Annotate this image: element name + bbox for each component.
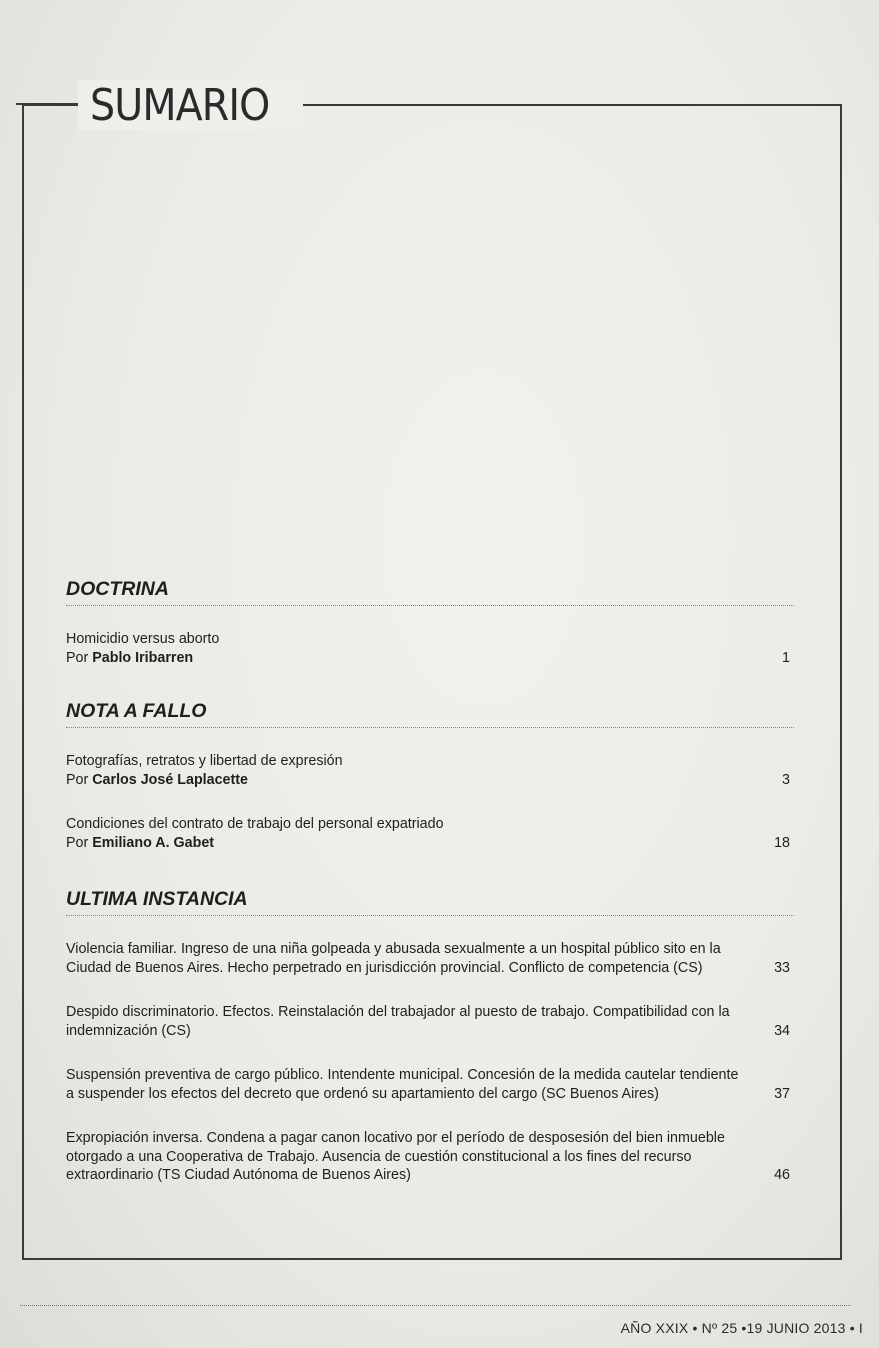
section-heading-doctrina: DOCTRINA xyxy=(66,578,794,606)
entry-byline xyxy=(66,834,744,853)
entry-title: Suspensión preventiva de cargo público. Intendente municipal. Concesión de la medida cautelar tendiente a suspender los efectos del decreto que ordenó su apartamiento del cargo (SC Buenos Aires) xyxy=(66,1067,739,1102)
toc-entry[interactable] xyxy=(66,815,794,852)
entry-byline xyxy=(66,771,744,790)
entry-title: Despido discriminatorio. Efectos. Reinstalación del trabajador al puesto de trabajo. Compatibilidad con la indemnización (CS) xyxy=(66,1004,730,1039)
byline-prefix: Por xyxy=(66,771,93,788)
toc-entry[interactable] xyxy=(66,940,794,977)
section-doctrina xyxy=(66,578,794,667)
toc-entry[interactable] xyxy=(66,1066,794,1103)
entry-title: Fotografías, retratos y libertad de expresión xyxy=(66,753,343,769)
entry-page-number: 34 xyxy=(774,1022,790,1039)
entry-title: Expropiación inversa. Condena a pagar canon locativo por el período de desposesión del bien inmueble otorgado a una Cooperativa de Trabajo. Ausencia de cuestión constitucional a los fines del recurso extraordinario (TS Ciudad Autónoma de Buenos Aires) xyxy=(66,1130,725,1183)
issue-footer: AÑO XXIX • Nº 25 •19 JUNIO 2013 • I xyxy=(620,1320,863,1336)
entry-author: Carlos José Laplacette xyxy=(92,771,248,788)
section-heading-nota-a-fallo: NOTA A FALLO xyxy=(66,700,794,728)
entry-author: Pablo Iribarren xyxy=(92,649,194,666)
section-nota-a-fallo xyxy=(66,700,794,852)
entry-page-number: 33 xyxy=(774,959,790,976)
entry-title: Violencia familiar. Ingreso de una niña golpeada y abusada sexualmente a un hospital público sito en la Ciudad de Buenos Aires. Hecho perpetrado en jurisdicción provincial. Conflicto de competencia (CS) xyxy=(66,941,721,976)
toc-entry[interactable] xyxy=(66,630,794,667)
page-title: SUMARIO xyxy=(90,79,270,131)
entry-page-number: 3 xyxy=(782,771,790,788)
section-ultima-instancia xyxy=(66,888,794,1185)
entry-page-number: 1 xyxy=(782,649,790,666)
toc-entry[interactable] xyxy=(66,1129,794,1185)
section-heading-ultima-instancia: ULTIMA INSTANCIA xyxy=(66,888,794,916)
toc-entry[interactable] xyxy=(66,1003,794,1040)
entry-byline xyxy=(66,649,744,668)
entry-author: Emiliano A. Gabet xyxy=(92,834,215,851)
entry-title: Condiciones del contrato de trabajo del personal expatriado xyxy=(66,816,444,832)
footer-rule xyxy=(20,1305,851,1306)
byline-prefix: Por xyxy=(66,834,93,851)
entry-page-number: 46 xyxy=(774,1167,790,1183)
byline-prefix: Por xyxy=(66,649,93,666)
entry-page-number: 37 xyxy=(774,1085,790,1102)
toc-entry[interactable] xyxy=(66,752,794,789)
entry-title: Homicidio versus aborto xyxy=(66,631,220,647)
entry-page-number: 18 xyxy=(774,834,790,851)
title-container xyxy=(78,80,303,130)
